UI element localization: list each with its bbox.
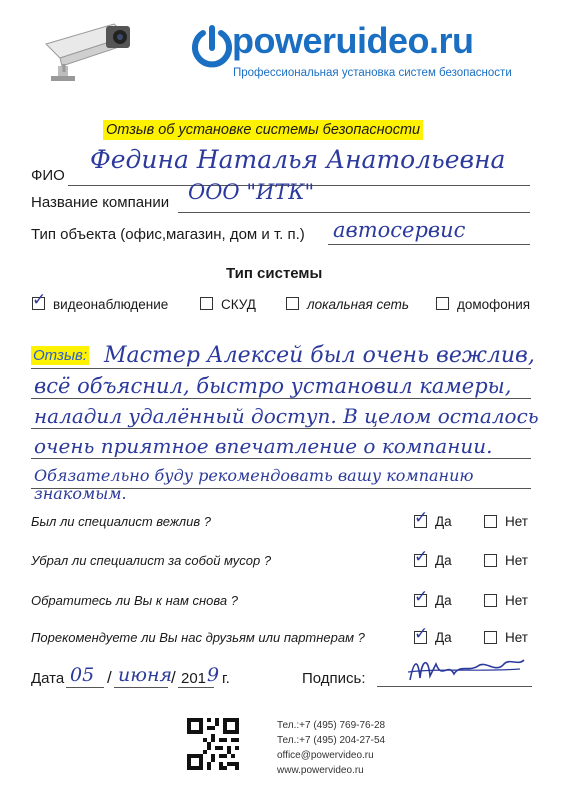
- review-line-2: всё объяснил, быстро установил камеры,: [34, 374, 512, 398]
- date-separator: /: [171, 668, 176, 687]
- contact-email[interactable]: office@powervideo.ru: [277, 750, 374, 761]
- question-return-no-label: Нет: [505, 593, 528, 608]
- question-recommend-no-checkbox[interactable]: [484, 631, 497, 644]
- review-line-3: наладил удалённый доступ. В целом осталось: [34, 404, 539, 428]
- company-label: Название компании: [31, 194, 170, 211]
- tagline: Профессиональная установка систем безопасности: [233, 67, 512, 79]
- object-type-value: автосервис: [333, 218, 466, 242]
- check-mark-icon: ✓: [414, 508, 429, 528]
- question-cleanup: Убрал ли специалист за собой мусор ?: [31, 553, 272, 568]
- question-recommend: Порекомендуете ли Вы нас друзьям или партнерам ?: [31, 630, 365, 645]
- review-line-4: очень приятное впечатление о компании.: [34, 434, 493, 458]
- checkbox-lan[interactable]: [286, 297, 299, 310]
- option-video-label: видеонаблюдение: [53, 297, 169, 312]
- question-polite: Был ли специалист вежлив ?: [31, 514, 211, 529]
- review-line-1: Мастер Алексей был очень вежлив,: [104, 343, 535, 368]
- fio-label: ФИО: [31, 167, 65, 184]
- date-year-prefix: 201: [181, 670, 207, 687]
- question-recommend-yes-label: Да: [435, 630, 452, 645]
- question-polite-no-label: Нет: [505, 514, 528, 529]
- company-value: ООО "ИТК": [188, 180, 315, 204]
- logo-text: poweruideo.ru: [232, 20, 474, 61]
- signature-label: Подпись:: [302, 670, 366, 687]
- checkbox-skud[interactable]: [200, 297, 213, 310]
- date-year-digit: 9: [207, 664, 220, 686]
- date-day: 05: [70, 664, 95, 686]
- security-camera-image: [36, 14, 136, 84]
- question-recommend-no-label: Нет: [505, 630, 528, 645]
- contact-website[interactable]: www.powervideo.ru: [277, 765, 364, 776]
- date-label: Дата: [31, 670, 65, 687]
- check-mark-icon: ✓: [414, 624, 429, 644]
- check-mark-icon: ✓: [414, 587, 429, 607]
- contact-phone-1: Тел.:+7 (495) 769-76-28: [277, 720, 386, 731]
- qr-code-image: [187, 718, 239, 770]
- check-mark-icon: ✓: [32, 290, 47, 310]
- handwritten-signature: [400, 650, 530, 690]
- option-skud-label: СКУД: [221, 297, 256, 312]
- review-line-6: знакомым.: [34, 484, 127, 503]
- form-title: Отзыв об установке системы безопасности: [103, 120, 423, 140]
- power-logo-icon: [190, 24, 234, 70]
- fio-value: Федина Наталья Анатольевна: [90, 145, 506, 174]
- contact-phone-2: Тел.:+7 (495) 204-27-54: [277, 735, 386, 746]
- object-type-label: Тип объекта (офис,магазин, дом и т. п.): [31, 226, 305, 243]
- question-cleanup-yes-label: Да: [435, 553, 452, 568]
- date-month: июня: [118, 664, 173, 686]
- question-return: Обратитесь ли Вы к нам снова ?: [31, 593, 238, 608]
- date-separator: /: [107, 668, 112, 687]
- question-return-yes-label: Да: [435, 593, 452, 608]
- question-cleanup-no-label: Нет: [505, 553, 528, 568]
- question-return-no-checkbox[interactable]: [484, 594, 497, 607]
- option-lan-label: локальная сеть: [307, 297, 409, 312]
- question-polite-no-checkbox[interactable]: [484, 515, 497, 528]
- checkbox-intercom[interactable]: [436, 297, 449, 310]
- question-polite-yes-label: Да: [435, 514, 452, 529]
- question-cleanup-no-checkbox[interactable]: [484, 554, 497, 567]
- review-line-5: Обязательно буду рекомендовать вашу компанию: [34, 466, 474, 485]
- option-intercom-label: домофония: [457, 297, 531, 312]
- system-type-heading: Тип системы: [226, 265, 323, 282]
- date-suffix: г.: [222, 670, 230, 687]
- check-mark-icon: ✓: [414, 547, 429, 567]
- review-label: Отзыв:: [33, 347, 88, 364]
